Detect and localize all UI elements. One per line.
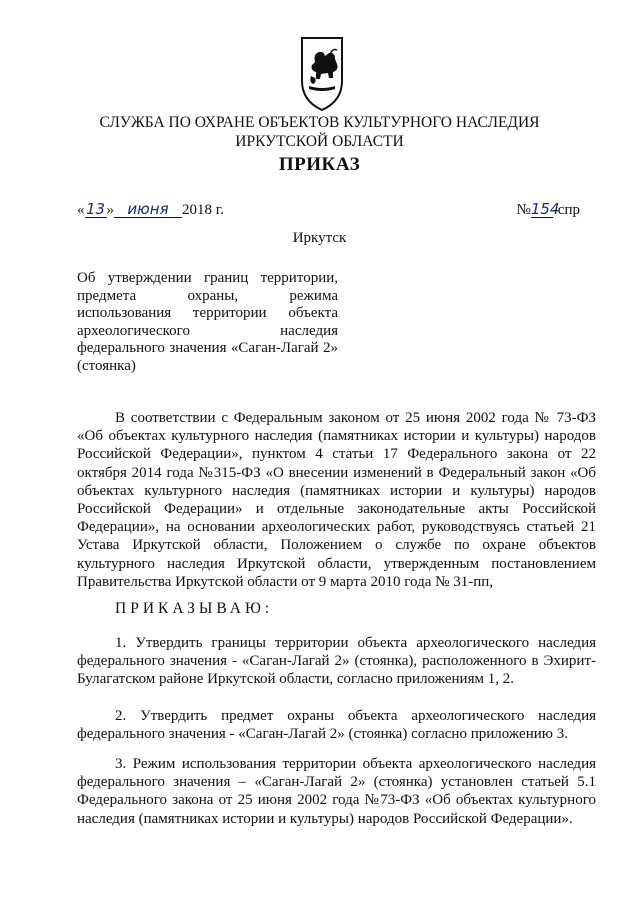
number-value-handwritten: 154 <box>530 200 560 218</box>
order-item-text: 2. Утвердить предмет охраны объекта археологического наследия федерального значения - «Саган-Лагай 2» (стоянка) согласно приложению 3. <box>77 708 596 743</box>
order-item <box>77 707 596 743</box>
organization-name <box>0 113 639 151</box>
date-year: 2018 г. <box>182 202 224 218</box>
date-open-quote: « <box>77 202 85 218</box>
date-month-handwritten: июня <box>114 201 182 218</box>
order-subject: Об утверждении границ территории, предмета охраны, режима использования территории объекта археологического наследия федерального значения «Саган-Лагай 2» (стоянка) <box>77 270 338 374</box>
order-item <box>77 755 596 828</box>
date-day-handwritten: 13 <box>85 200 106 218</box>
coat-of-arms-icon <box>297 26 347 112</box>
order-item <box>77 634 596 689</box>
number-suffix: -спр <box>552 202 580 218</box>
document-title: ПРИКАЗ <box>278 154 361 175</box>
preamble-paragraph <box>77 409 596 591</box>
preamble-text: В соответствии с Федеральным законом от 25 июня 2002 года № 73-ФЗ «Об объектах культурного наследия (памятниках истории и культуры) народов Российской Федерации», пунктом 4 статьи 17 Федерального закона от 22 октября 2014 года №315-ФЗ «О внесении изменений в Федеральный закон «Об объектах культурного наследия (памятниках истории и культуры) народов Российской Федерации» и отдельные законодательные акты Российской Федерации», на основании археологических работ, руководствуясь статьей 21 Устава Иркутской области, Положением о службе по охране объектов культурного наследия Иркутской области, утвержденным постановлением Правительства Иркутской области от 9 марта 2010 года № 31-пп, <box>77 410 596 590</box>
organization-line-2: ИРКУТСКОЙ ОБЛАСТИ <box>235 133 404 150</box>
order-heading: ПРИКАЗЫВАЮ: <box>115 600 274 617</box>
document-date <box>77 201 224 219</box>
order-item-text: 3. Режим использования территории объекта археологического наследия федерального значения – «Саган-Лагай 2» (стоянка) установлен статьей 5.1 Федерального закона от 25 июня 2002 года №73-ФЗ «Об объектах культурного наследия (памятниках истории и культуры) народов Российской Федерации». <box>77 756 596 827</box>
number-prefix: № <box>516 202 531 218</box>
order-item-text: 1. Утвердить границы территории объекта археологического наследия федерального значения - «Саган-Лагай 2» (стоянка), расположенного в Эхирит-Булагатском районе Иркутской области, согласно приложениям 1, 2. <box>77 635 596 688</box>
document-number <box>517 201 581 219</box>
issue-city: Иркутск <box>292 230 347 246</box>
organization-line-1: СЛУЖБА ПО ОХРАНЕ ОБЪЕКТОВ КУЛЬТУРНОГО НАСЛЕДИЯ <box>99 114 540 131</box>
date-close-quote: » <box>106 202 114 218</box>
